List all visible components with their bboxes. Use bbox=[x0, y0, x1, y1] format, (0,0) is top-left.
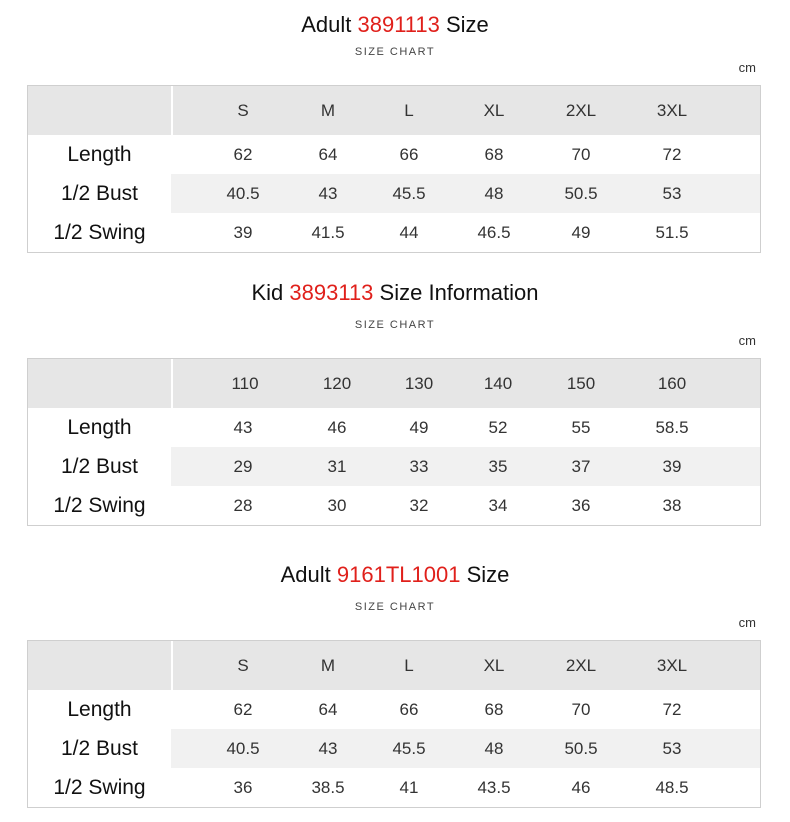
column-header: 140 bbox=[483, 374, 513, 393]
table-cell: 72 bbox=[662, 145, 682, 164]
column-header: 3XL bbox=[656, 101, 688, 120]
table-cell: 46 bbox=[571, 778, 591, 797]
table-cell: 39 bbox=[233, 223, 253, 242]
table-header-row bbox=[28, 86, 760, 135]
table-row bbox=[28, 690, 760, 729]
table-cell: 38.5 bbox=[311, 778, 345, 797]
table-cell: 43.5 bbox=[477, 778, 511, 797]
table-cell: 53 bbox=[662, 184, 682, 203]
table-cell: 66 bbox=[399, 700, 419, 719]
column-header: L bbox=[404, 101, 414, 120]
table-cell: 28 bbox=[233, 496, 253, 515]
table-cell: 46 bbox=[327, 418, 347, 437]
table-row bbox=[28, 135, 760, 174]
row-label: 1/2 Swing bbox=[53, 776, 146, 799]
header-corner bbox=[28, 641, 173, 690]
table-cell: 35 bbox=[488, 457, 508, 476]
row-label: Length bbox=[67, 143, 132, 166]
row-label: 1/2 Swing bbox=[53, 221, 146, 244]
table-cell: 37 bbox=[571, 457, 591, 476]
table-cell: 53 bbox=[662, 739, 682, 758]
column-header: 110 bbox=[231, 374, 259, 393]
table-cell: 48 bbox=[484, 739, 504, 758]
table-cell: 30 bbox=[327, 496, 347, 515]
column-header: 3XL bbox=[656, 656, 688, 675]
table-cell: 41.5 bbox=[311, 223, 345, 242]
column-header: XL bbox=[483, 101, 505, 120]
section-title bbox=[0, 12, 790, 38]
section-title bbox=[0, 562, 790, 588]
table-cell: 40.5 bbox=[226, 739, 260, 758]
product-code: 9161TL1001 bbox=[336, 562, 461, 587]
section-subtitle: SIZE CHART bbox=[354, 601, 436, 613]
table-cell: 51.5 bbox=[655, 223, 689, 242]
table-cell: 43 bbox=[233, 418, 253, 437]
table-row bbox=[28, 447, 760, 486]
table-cell: 38 bbox=[662, 496, 682, 515]
unit-label: cm bbox=[738, 60, 756, 75]
table-cell: 39 bbox=[662, 457, 682, 476]
table-cell: 49 bbox=[409, 418, 429, 437]
table-cell: 46.5 bbox=[477, 223, 511, 242]
size-table bbox=[27, 640, 761, 808]
table-row bbox=[28, 768, 760, 807]
header-corner bbox=[28, 86, 173, 135]
table-row bbox=[28, 729, 760, 768]
table-cell: 36 bbox=[571, 496, 591, 515]
table-cell: 50.5 bbox=[564, 184, 598, 203]
column-header: S bbox=[237, 656, 249, 675]
size-table bbox=[27, 358, 761, 526]
unit-label: cm bbox=[738, 615, 756, 630]
row-label: 1/2 Bust bbox=[60, 737, 139, 760]
table-cell: 52 bbox=[488, 418, 508, 437]
table-cell: 64 bbox=[318, 145, 338, 164]
column-header: L bbox=[404, 656, 414, 675]
table-cell: 72 bbox=[662, 700, 682, 719]
column-header: 2XL bbox=[565, 101, 597, 120]
table-cell: 45.5 bbox=[392, 184, 426, 203]
title-prefix: Adult bbox=[280, 562, 331, 587]
table-cell: 43 bbox=[318, 184, 338, 203]
title-suffix: Size bbox=[466, 562, 510, 587]
title-prefix: Kid bbox=[251, 280, 284, 305]
column-header: XL bbox=[483, 656, 505, 675]
title-suffix: Size Information bbox=[379, 280, 539, 305]
table-cell: 49 bbox=[571, 223, 591, 242]
title-suffix: Size bbox=[446, 12, 489, 37]
table-cell: 68 bbox=[484, 700, 504, 719]
product-code: 3891113 bbox=[357, 12, 440, 37]
table-cell: 33 bbox=[409, 457, 429, 476]
row-label: 1/2 Bust bbox=[60, 455, 139, 478]
table-cell: 36 bbox=[233, 778, 253, 797]
section-title bbox=[0, 280, 790, 306]
table-cell: 45.5 bbox=[392, 739, 426, 758]
product-code: 3893113 bbox=[289, 280, 374, 305]
table-cell: 32 bbox=[409, 496, 429, 515]
table-cell: 68 bbox=[484, 145, 504, 164]
table-row bbox=[28, 486, 760, 525]
section-subtitle: SIZE CHART bbox=[354, 319, 436, 331]
row-label: Length bbox=[67, 698, 132, 721]
column-header: 2XL bbox=[565, 656, 597, 675]
table-cell: 50.5 bbox=[564, 739, 598, 758]
column-header: M bbox=[320, 656, 336, 675]
column-header: 120 bbox=[322, 374, 352, 393]
table-cell: 48.5 bbox=[655, 778, 689, 797]
table-cell: 40.5 bbox=[226, 184, 260, 203]
row-label: Length bbox=[67, 416, 132, 439]
title-prefix: Adult bbox=[301, 12, 352, 37]
table-cell: 58.5 bbox=[655, 418, 689, 437]
unit-label: cm bbox=[738, 333, 756, 348]
column-header: S bbox=[237, 101, 249, 120]
column-header: 150 bbox=[566, 374, 596, 393]
table-cell: 31 bbox=[327, 457, 347, 476]
table-cell: 62 bbox=[233, 145, 253, 164]
table-cell: 66 bbox=[399, 145, 419, 164]
table-header-row bbox=[28, 359, 760, 408]
column-header: M bbox=[320, 101, 336, 120]
table-cell: 70 bbox=[571, 700, 591, 719]
table-row bbox=[28, 213, 760, 252]
table-cell: 64 bbox=[318, 700, 338, 719]
table-row bbox=[28, 408, 760, 447]
table-cell: 29 bbox=[233, 457, 253, 476]
table-cell: 70 bbox=[571, 145, 591, 164]
row-label: 1/2 Swing bbox=[53, 494, 146, 517]
table-cell: 62 bbox=[233, 700, 253, 719]
table-row bbox=[28, 174, 760, 213]
header-corner bbox=[28, 359, 173, 408]
table-cell: 55 bbox=[571, 418, 591, 437]
table-header-row bbox=[28, 641, 760, 690]
table-cell: 44 bbox=[399, 223, 419, 242]
column-header: 160 bbox=[657, 374, 687, 393]
table-cell: 41 bbox=[399, 778, 419, 797]
row-label: 1/2 Bust bbox=[60, 182, 139, 205]
table-cell: 43 bbox=[318, 739, 338, 758]
table-cell: 34 bbox=[488, 496, 508, 515]
section-subtitle: SIZE CHART bbox=[354, 46, 436, 58]
column-header: 130 bbox=[404, 374, 434, 393]
table-cell: 48 bbox=[484, 184, 504, 203]
size-table bbox=[27, 85, 761, 253]
